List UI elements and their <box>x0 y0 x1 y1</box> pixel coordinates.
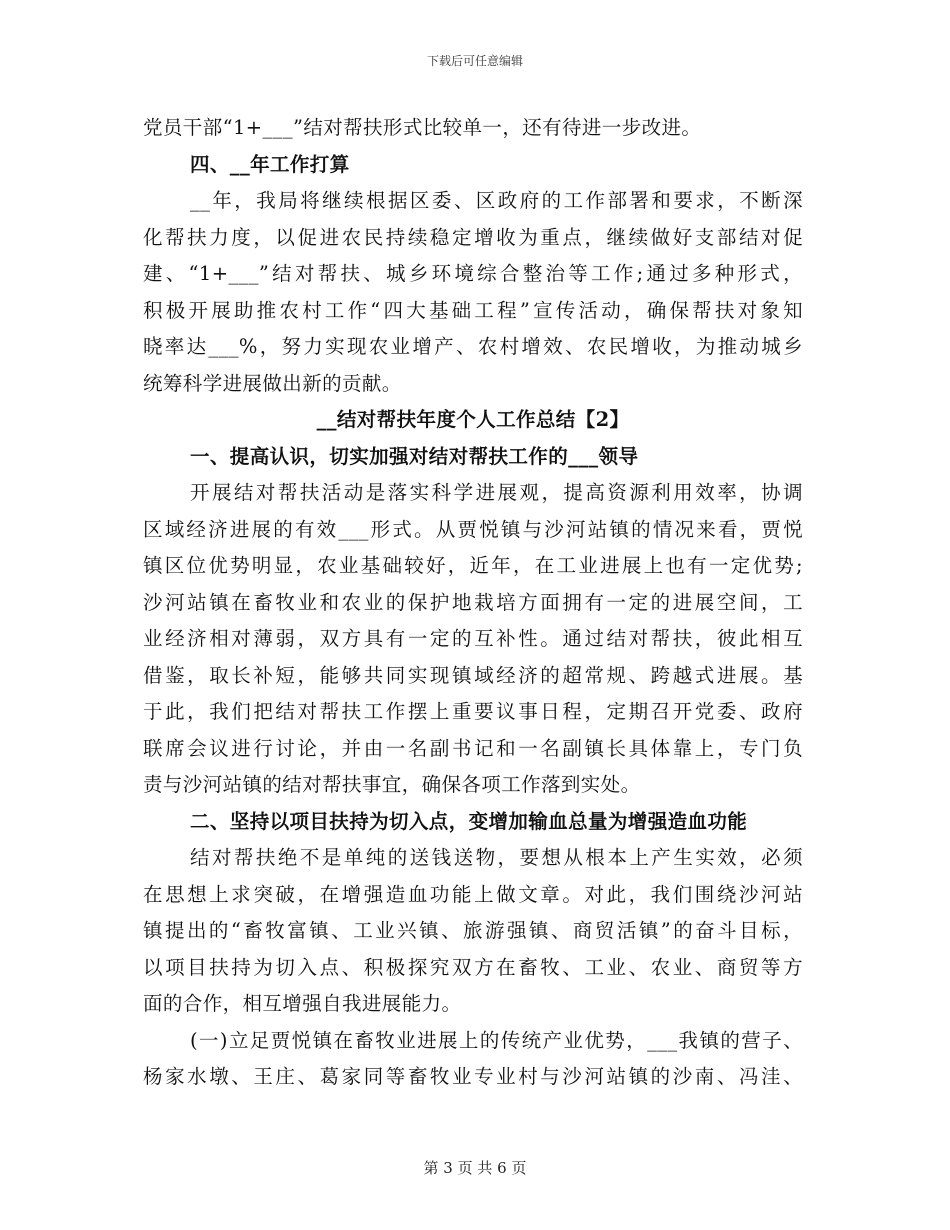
paragraph-line: 区域经济进展的有效___形式。从贾悦镇与沙河站镇的情况来看，贾悦 <box>143 517 803 541</box>
document-title: __结对帮扶年度个人工作总结【2】 <box>316 408 630 431</box>
paragraph-line: 沙河站镇在畜牧业和农业的保护地栽培方面拥有一定的进展空间，工 <box>143 590 803 614</box>
paragraph-line: 以项目扶持为切入点、积极探究双方在畜牧、工业、农业、商贸等方 <box>143 955 803 979</box>
paragraph-line: 镇提出的“畜牧富镇、工业兴镇、旅游强镇、商贸活镇”的奋斗目标， <box>143 919 803 942</box>
paragraph-line: 党员干部“1+___”结对帮扶形式比较单一，还有待进一步改进。 <box>143 116 702 139</box>
paragraph-line: 晓率达___%，努力实现农业增产、农村增效、农民增收，为推动城乡 <box>143 335 803 358</box>
paragraph-line: 统筹科学进展做出新的贡献。 <box>143 371 402 395</box>
paragraph-line: 建、“1+___”结对帮扶、城乡环境综合整治等工作;通过多种形式， <box>143 262 803 285</box>
paragraph-line: 积极开展助推农村工作“四大基础工程”宣传活动，确保帮扶对象知 <box>143 298 803 322</box>
paragraph-line: 于此，我们把结对帮扶工作摆上重要议事日程，定期召开党委、政府 <box>143 700 803 723</box>
paragraph-line: 业经济相对薄弱，双方具有一定的互补性。通过结对帮扶，彼此相互 <box>143 627 803 650</box>
section-heading: 一、提高认识，切实加强对结对帮扶工作的___领导 <box>190 444 639 468</box>
paragraph-line: 开展结对帮扶活动是落实科学进展观，提高资源利用效率，协调 <box>190 481 803 504</box>
paragraph-line: 杨家水墩、王庄、葛家同等畜牧业专业村与沙河站镇的沙南、冯洼、 <box>143 1065 803 1088</box>
document-body <box>143 110 803 1096</box>
paragraph-line: 联席会议进行讨论，并由一名副书记和一名副镇长具体靠上，专门负 <box>143 736 803 760</box>
paragraph-line: 镇区位优势明显，农业基础较好，近年，在工业进展上也有一定优势; <box>143 554 803 577</box>
paragraph-line: 化帮扶力度，以促进农民持续稳定增收为重点，继续做好支部结对促 <box>143 225 803 249</box>
section-heading: 四、__年工作打算 <box>190 152 350 176</box>
page-footer: 第 3 页 共 6 页 <box>423 1159 527 1177</box>
paragraph-line: 借鉴，取长补短，能够共同实现镇域经济的超常规、跨越式进展。基 <box>143 663 803 687</box>
paragraph-line: __年，我局将继续根据区委、区政府的工作部署和要求，不断深 <box>190 189 803 212</box>
section-heading: 二、坚持以项目扶持为切入点，变增加输血总量为增强造血功能 <box>190 809 748 833</box>
paragraph-line: 责与沙河站镇的结对帮扶事宜，确保各项工作落到实处。 <box>143 773 641 796</box>
paragraph-line: 面的合作，相互增强自我进展能力。 <box>143 992 462 1015</box>
paragraph-line: 在思想上求突破，在增强造血功能上做文章。对此，我们围绕沙河站 <box>143 882 803 906</box>
page-header: 下载后可任意编辑 <box>426 54 523 68</box>
paragraph-line: 结对帮扶绝不是单纯的送钱送物，要想从根本上产生实效，必须 <box>190 846 803 869</box>
paragraph-line: (一)立足贾悦镇在畜牧业进展上的传统产业优势，___我镇的营子、 <box>190 1028 803 1052</box>
